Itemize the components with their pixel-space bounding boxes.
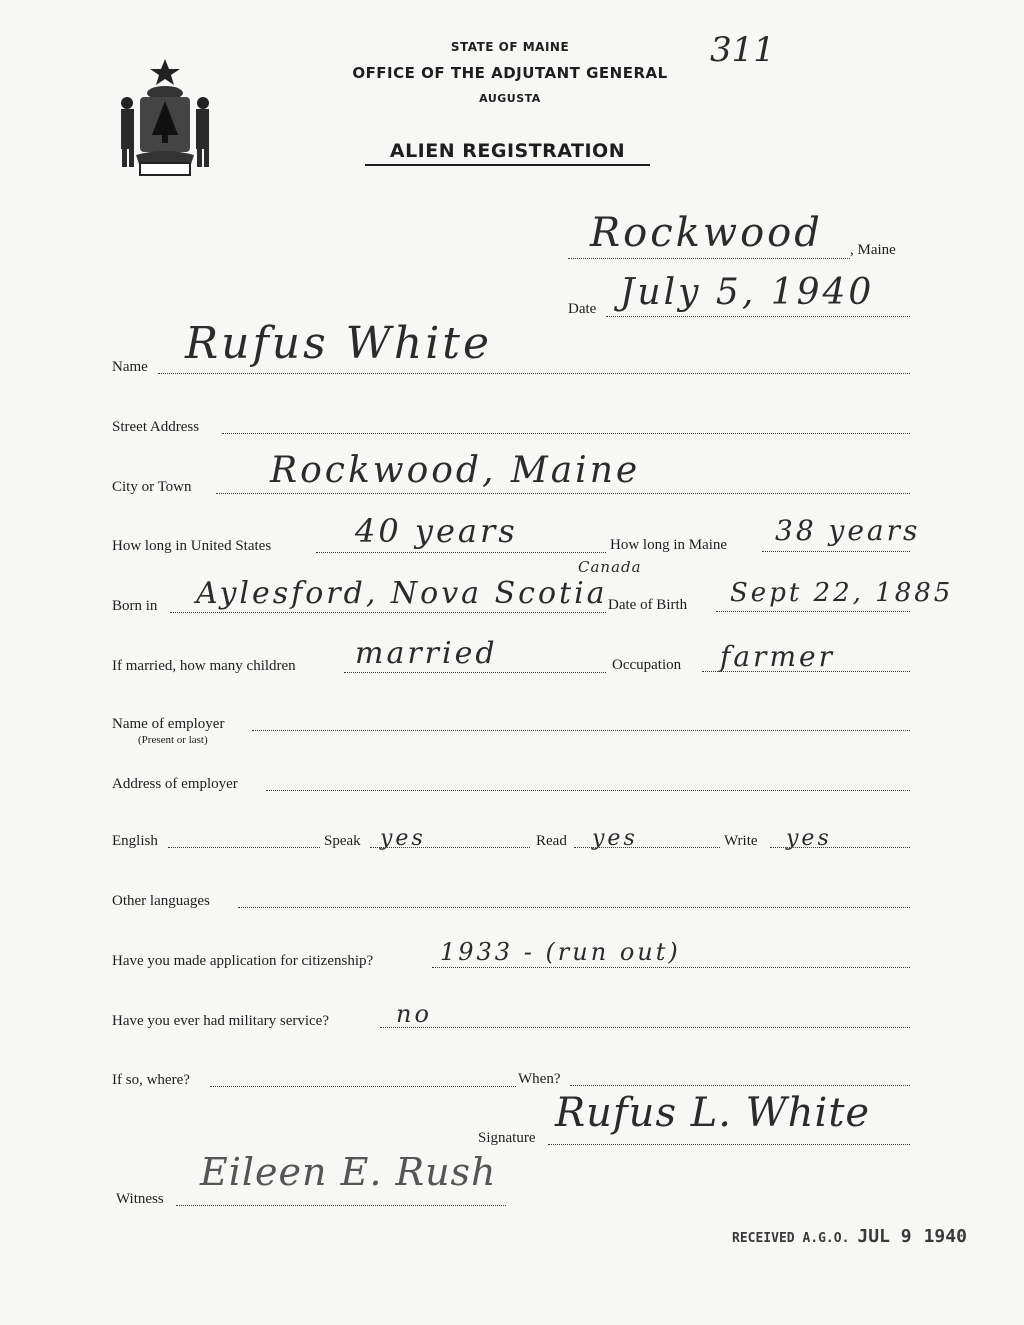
married-value: married	[355, 636, 498, 671]
where-label: If so, where?	[112, 1072, 190, 1088]
employer-address-line	[266, 790, 910, 791]
how-long-us-label: How long in United States	[112, 538, 272, 554]
write-label: Write	[724, 833, 758, 849]
other-languages-label: Other languages	[112, 893, 210, 909]
born-in-value: Aylesford, Nova Scotia	[196, 576, 608, 611]
date-line	[606, 316, 910, 317]
employer-address-label: Address of employer	[112, 776, 238, 792]
city-label: City or Town	[112, 479, 192, 495]
signature-label: Signature	[478, 1130, 536, 1146]
town-line	[568, 258, 850, 259]
speak-label: Speak	[324, 833, 361, 849]
witness-line	[176, 1205, 506, 1206]
write-value: yes	[786, 826, 832, 851]
state-suffix-label: , Maine	[850, 242, 896, 258]
military-value: no	[396, 1000, 432, 1028]
name-label: Name	[112, 359, 148, 375]
header-office: OFFICE OF THE ADJUTANT GENERAL	[352, 64, 668, 82]
read-value: yes	[592, 826, 638, 851]
citizenship-label: Have you made application for citizenship?	[112, 953, 374, 969]
occupation-value: farmer	[720, 640, 835, 673]
how-long-maine-label: How long in Maine	[610, 537, 728, 553]
military-line	[380, 1027, 910, 1028]
date-of-birth-value: Sept 22, 1885	[730, 578, 954, 608]
header-city: AUGUSTA	[479, 92, 541, 105]
employer-label: Name of employer	[112, 716, 225, 732]
married-label: If married, how many children	[112, 658, 296, 674]
city-line	[216, 493, 910, 494]
witness-label: Witness	[116, 1191, 164, 1207]
name-line	[158, 373, 910, 374]
employer-note: (Present or last)	[138, 734, 208, 746]
born-in-line	[170, 612, 606, 613]
town-value: Rockwood	[590, 210, 823, 256]
occupation-label: Occupation	[612, 657, 682, 673]
street-label: Street Address	[112, 419, 200, 435]
citizenship-line	[432, 967, 910, 968]
form-title: ALIEN REGISTRATION	[365, 140, 650, 166]
received-stamp	[732, 1226, 967, 1247]
english-label: English	[112, 833, 158, 849]
when-line	[570, 1085, 910, 1086]
when-label: When?	[518, 1071, 561, 1087]
city-value: Rockwood, Maine	[270, 450, 641, 491]
street-line	[222, 433, 910, 434]
military-label: Have you ever had military service?	[112, 1013, 329, 1029]
document-number: 311	[710, 30, 775, 70]
signature-value: Rufus L. White	[555, 1090, 871, 1136]
date-of-birth-line	[716, 611, 910, 612]
how-long-us-line	[316, 552, 606, 553]
name-value: Rufus White	[185, 318, 493, 369]
stamp-received: RECEIVED A.G.O.	[732, 1231, 850, 1246]
date-of-birth-label: Date of Birth	[608, 597, 688, 613]
signature-line	[548, 1144, 910, 1145]
witness-value: Eileen E. Rush	[200, 1150, 497, 1194]
header-state: STATE OF MAINE	[450, 40, 570, 54]
speak-value: yes	[380, 826, 426, 851]
english-line	[168, 847, 320, 848]
other-languages-line	[238, 907, 910, 908]
read-label: Read	[536, 833, 567, 849]
born-in-label: Born in	[112, 598, 158, 614]
date-label: Date	[568, 301, 597, 317]
born-note-value: Canada	[578, 558, 642, 576]
how-long-maine-value: 38 years	[775, 514, 921, 547]
stamp-date: JUL 9	[857, 1226, 912, 1247]
citizenship-value: 1933 - (run out)	[440, 938, 681, 966]
date-value: July 5, 1940	[620, 272, 875, 313]
stamp-year: 1940	[923, 1226, 967, 1247]
where-line	[210, 1086, 516, 1087]
state-seal-icon	[110, 55, 220, 180]
employer-line	[252, 730, 910, 731]
how-long-maine-line	[762, 551, 910, 552]
married-line	[344, 672, 606, 673]
how-long-us-value: 40 years	[355, 512, 518, 550]
